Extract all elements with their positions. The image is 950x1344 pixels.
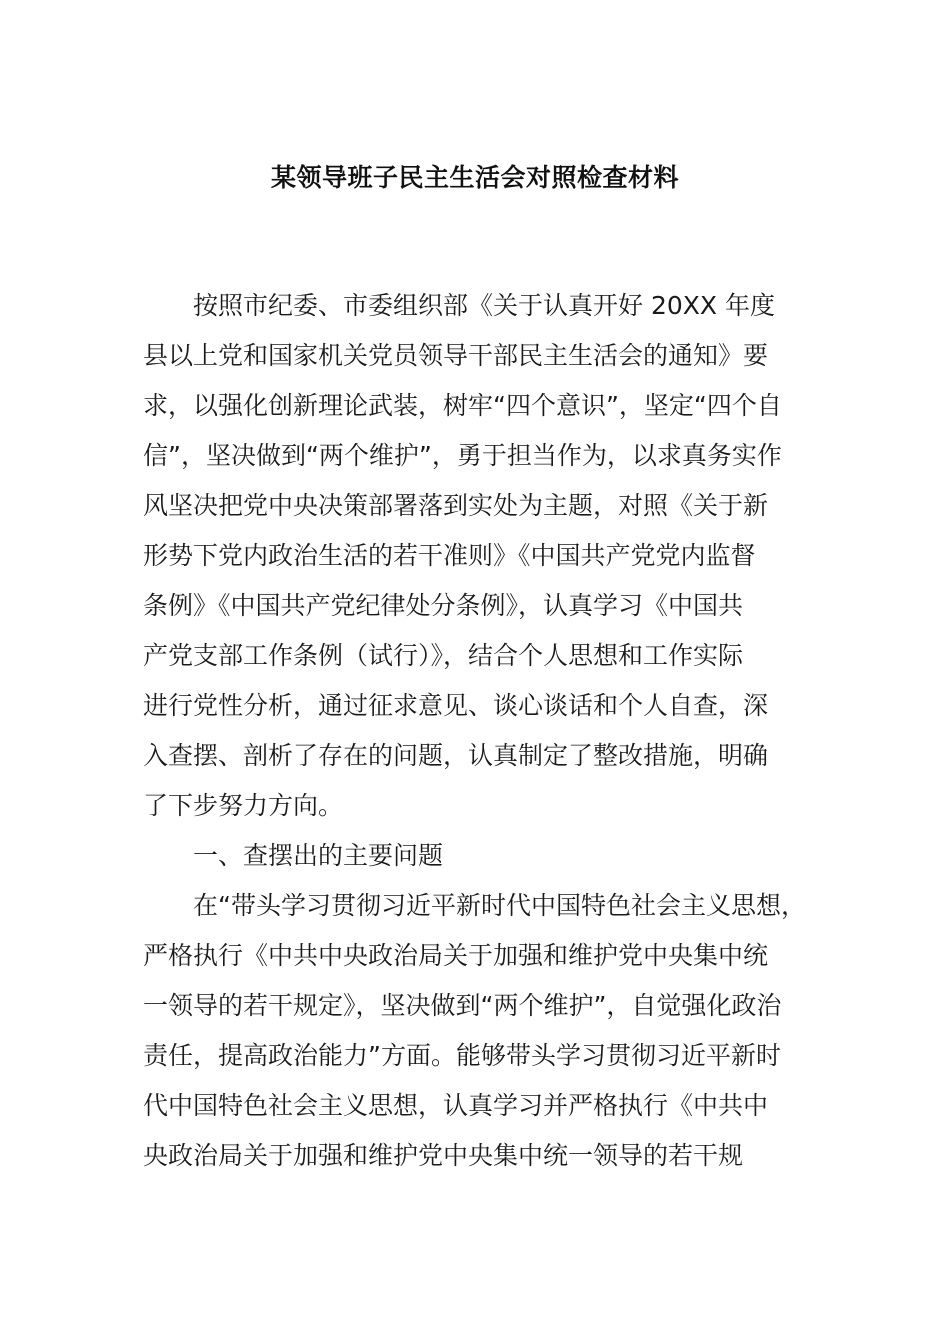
paragraph-line: 进行党性分析，通过征求意见、谈心谈话和个人自查，深 [143, 691, 769, 720]
paragraph-line: 产党支部工作条例（试行）》，结合个人思想和工作实际 [143, 641, 744, 670]
paragraph-line: 条例》《中国共产党纪律处分条例》，认真学习《中国共 [143, 591, 744, 620]
paragraph-line: 在“带头学习贯彻习近平新时代中国特色社会主义思想， [193, 891, 806, 920]
paragraph-line: 信”，坚决做到“两个维护”，勇于担当作为，以求真务实作 [143, 441, 782, 470]
paragraph-line: 县以上党和国家机关党员领导干部民主生活会的通知》要 [143, 341, 769, 370]
paragraph-line: 代中国特色社会主义思想，认真学习并严格执行《中共中 [143, 1091, 769, 1120]
paragraph-line: 按照市纪委、市委组织部《关于认真开好 20XX 年度 [193, 291, 775, 320]
paragraph-line: 严格执行《中共中央政治局关于加强和维护党中央集中统 [143, 941, 769, 970]
paragraph-line: 风坚决把党中央决策部署落到实处为主题，对照《关于新 [143, 491, 769, 520]
paragraph-line: 责任，提高政治能力”方面。能够带头学习贯彻习近平新时 [143, 1041, 781, 1070]
paragraph-line: 求，以强化创新理论武装，树牢“四个意识”，坚定“四个自 [143, 391, 782, 420]
section-heading: 一、查摆出的主要问题 [193, 841, 444, 870]
paragraph-line: 一领导的若干规定》，坚决做到“两个维护”，自觉强化政治 [143, 991, 782, 1020]
paragraph-line: 了下步努力方向。 [143, 791, 344, 820]
document-title: 某领导班子民主生活会对照检查材料 [270, 163, 679, 192]
paragraph-line: 入查摆、剖析了存在的问题，认真制定了整改措施，明确 [143, 741, 769, 770]
paragraph-line: 形势下党内政治生活的若干准则》《中国共产党党内监督 [143, 541, 756, 570]
paragraph-line: 央政治局关于加强和维护党中央集中统一领导的若干规 [143, 1141, 744, 1170]
document-body [143, 281, 843, 1181]
